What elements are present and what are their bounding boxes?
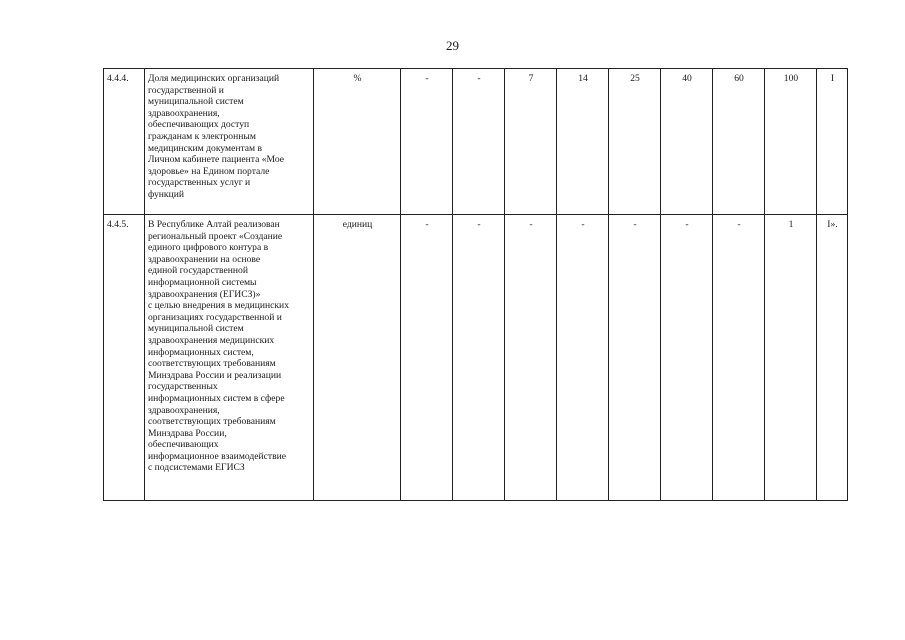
value-cell: 60 <box>713 69 765 215</box>
value-cell: 1 <box>765 215 817 501</box>
name-line: здравоохранения медицинских <box>148 334 275 346</box>
name-line: медицинским документам в <box>148 142 263 154</box>
row-number: 4.4.4. <box>104 69 145 215</box>
value-cell: - <box>609 215 661 501</box>
value-cell: 14 <box>557 69 609 215</box>
name-line: В Республике Алтай реализован <box>148 219 280 230</box>
value-cell: 7 <box>505 69 557 215</box>
value-cell: - <box>661 215 713 501</box>
name-line: здравоохранения, <box>148 107 220 119</box>
name-line: информационной системы <box>148 276 257 288</box>
value-cell: - <box>401 69 453 215</box>
value-cell: - <box>557 215 609 501</box>
name-line: муниципальной систем <box>148 96 244 108</box>
name-line: обеспечивающих доступ <box>148 119 250 131</box>
name-line: Минздрава России, <box>148 427 227 439</box>
name-line: Доля медицинских организаций <box>148 73 280 84</box>
name-line: здравоохранения, <box>148 404 220 416</box>
last-cell: I <box>817 69 848 215</box>
indicator-name <box>145 215 314 501</box>
indicator-name <box>145 69 314 215</box>
indicator-table <box>103 68 848 501</box>
value-cell: - <box>713 215 765 501</box>
name-line: муниципальной систем <box>148 323 244 335</box>
value-cell: 25 <box>609 69 661 215</box>
name-line: организациях государственной и <box>148 311 282 323</box>
name-line: функций <box>148 188 184 200</box>
value-cell: - <box>401 215 453 501</box>
value-cell: - <box>453 69 505 215</box>
name-line: здравоохранения (ЕГИСЗ)» <box>148 288 261 300</box>
name-line: информационных систем в сфере <box>148 392 285 404</box>
value-cell: - <box>453 215 505 501</box>
name-line: с подсистемами ЕГИСЗ <box>148 462 245 474</box>
name-line: единого цифрового контура в <box>148 242 269 254</box>
name-line: государственных <box>148 381 218 393</box>
table-row-4-4-4 <box>104 69 848 215</box>
page-number: 29 <box>446 38 459 53</box>
name-line: Минздрава России и реализации <box>148 369 282 381</box>
name-line: государственной и <box>148 84 224 96</box>
name-line: Личном кабинете пациента «Мое <box>148 154 284 166</box>
name-line: региональный проект «Создание <box>148 230 283 242</box>
name-line: государственных услуг и <box>148 177 251 189</box>
last-cell: I». <box>817 215 848 501</box>
name-line: информационное взаимодействие <box>148 450 287 462</box>
value-cell: 40 <box>661 69 713 215</box>
name-line: единой государственной <box>148 265 248 277</box>
name-line: здравоохранении на основе <box>148 253 261 265</box>
name-line: информационных систем, <box>148 346 254 358</box>
unit-cell: единиц <box>314 215 401 501</box>
row-number: 4.4.5. <box>104 215 145 501</box>
name-line: с целью внедрения в медицинских <box>148 300 289 312</box>
table-row-4-4-5 <box>104 215 848 501</box>
name-line: соответствующих требованиям <box>148 358 276 370</box>
value-cell: 100 <box>765 69 817 215</box>
value-cell: - <box>505 215 557 501</box>
name-line: гражданам к электронным <box>148 130 256 142</box>
name-line: соответствующих требованиям <box>148 416 276 428</box>
name-line: обеспечивающих <box>148 439 219 451</box>
name-line: здоровье» на Едином портале <box>148 165 270 177</box>
unit-cell: % <box>314 69 401 215</box>
